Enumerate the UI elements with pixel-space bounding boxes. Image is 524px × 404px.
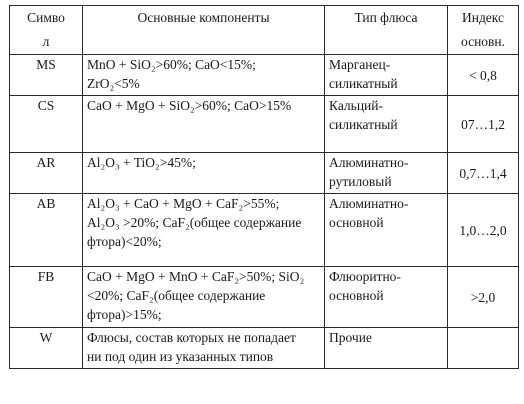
header-index bbox=[448, 6, 519, 55]
row-flux-type: Флюоритно- основной bbox=[325, 267, 448, 328]
row-components: Al₂O₃ + CaO + MgO + CaF₂>55%; Al₂O₃ >20%; CaF₂(общее содержание фтора)<20%; bbox=[83, 194, 325, 267]
row-components: MnO + SiO₂>60%; CaO<15%; ZrO₂<5% bbox=[83, 55, 325, 96]
row-components: CaO + MgO + SiO₂>60%; CaO>15% bbox=[83, 96, 325, 153]
row-flux-type: Алюминатно- рутиловый bbox=[325, 153, 448, 194]
table-row-w bbox=[10, 328, 519, 369]
row-index: 1,0…2,0 bbox=[448, 194, 519, 267]
flux-classification-table bbox=[9, 5, 519, 369]
header-index-line1: Индекс bbox=[461, 10, 505, 25]
header-components: Основные компоненты bbox=[83, 6, 325, 55]
table-row-fb bbox=[10, 267, 519, 328]
header-flux-type: Тип флюса bbox=[325, 6, 448, 55]
row-index: 0,7…1,4 bbox=[448, 153, 519, 194]
row-components: Флюсы, состав которых не попадает ни под один из указанных типов bbox=[83, 328, 325, 369]
row-symbol: AB bbox=[10, 194, 83, 267]
row-index bbox=[448, 328, 519, 369]
header-symbol bbox=[10, 6, 83, 55]
row-components: CaO + MgO + MnO + CaF₂>50%; SiO₂ <20%; CaF₂(общее содержание фтора)>15%; bbox=[83, 267, 325, 328]
header-row bbox=[10, 6, 519, 55]
row-symbol: MS bbox=[10, 55, 83, 96]
row-flux-type: Прочие bbox=[325, 328, 448, 369]
header-symbol-line2: л bbox=[42, 34, 50, 49]
header-index-line2: основн. bbox=[460, 34, 506, 49]
table-row-cs bbox=[10, 96, 519, 153]
row-flux-type: Марганец- силикатный bbox=[325, 55, 448, 96]
row-index: < 0,8 bbox=[448, 55, 519, 96]
row-symbol: W bbox=[10, 328, 83, 369]
row-symbol: AR bbox=[10, 153, 83, 194]
table-row-ms bbox=[10, 55, 519, 96]
row-flux-type: Алюминатно- основной bbox=[325, 194, 448, 267]
row-components: Al₂O₃ + TiO₂>45%; bbox=[83, 153, 325, 194]
table-row-ab bbox=[10, 194, 519, 267]
table-row-ar bbox=[10, 153, 519, 194]
row-symbol: CS bbox=[10, 96, 83, 153]
header-symbol-line1: Симво bbox=[27, 10, 65, 25]
row-index: 07…1,2 bbox=[448, 96, 519, 153]
row-index: >2,0 bbox=[448, 267, 519, 328]
row-symbol: FB bbox=[10, 267, 83, 328]
row-flux-type: Кальций- силикатный bbox=[325, 96, 448, 153]
